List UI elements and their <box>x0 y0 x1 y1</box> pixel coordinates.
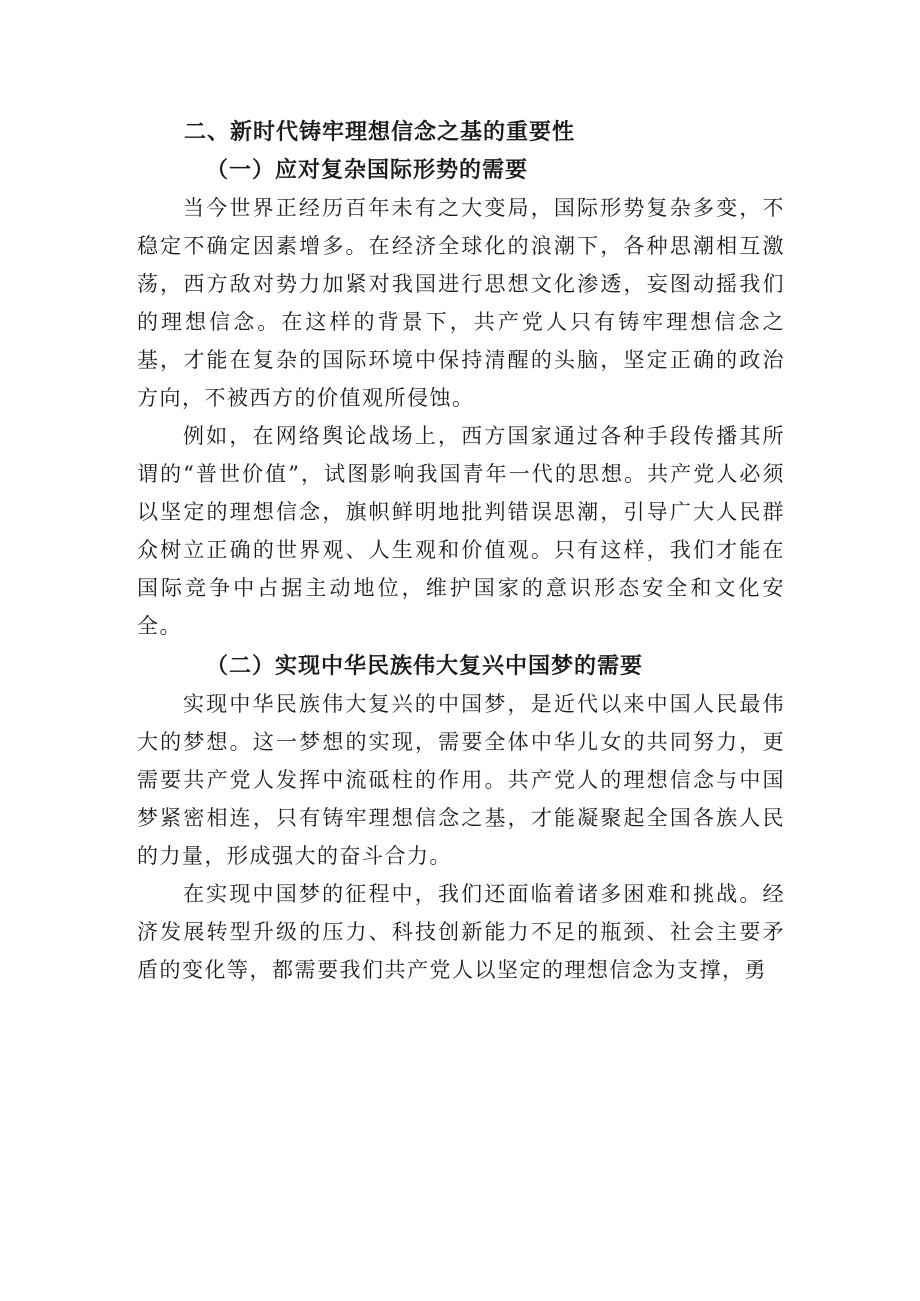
subsection-title-2: （二）实现中华民族伟大复兴中国梦的需要 <box>206 653 644 679</box>
section-title: 二、新时代铸牢理想信念之基的重要性 <box>184 119 576 145</box>
subsection-title-1: （一）应对复杂国际形势的需要 <box>206 157 529 183</box>
paragraph: 例如，在网络舆论战场上，西方国家通过各种手段传播其所谓的“普世价值”，试图影响我国青年一代的思想。共产党人必须以坚定的理想信念，旗帜鲜明地批判错误思潮，引导广大人民群众树立正确的世界观、人生观和价值观。只有这样，我们才能在国际竞争中占据主动地位，维护国家的意识形态安全和文化安全。 <box>137 424 785 638</box>
paragraph: 当今世界正经历百年未有之大变局，国际形势复杂多变，不稳定不确定因素增多。在经济全球化的浪潮下，各种思潮相互激荡，西方敌对势力加紧对我国进行思想文化渗透，妄图动摇我们的理想信念。在这样的背景下，共产党人只有铸牢理想信念之基，才能在复杂的国际环境中保持清醒的头脑，坚定正确的政治方向，不被西方的价值观所侵蚀。 <box>137 196 785 410</box>
paragraph: 实现中华民族伟大复兴的中国梦，是近代以来中国人民最伟大的梦想。这一梦想的实现，需要全体中华儿女的共同努力，更需要共产党人发挥中流砥柱的作用。共产党人的理想信念与中国梦紧密相连，只有铸牢理想信念之基，才能凝聚起全国各族人民的力量，形成强大的奋斗合力。 <box>137 692 785 868</box>
document-body <box>137 113 785 989</box>
paragraph: 在实现中国梦的征程中，我们还面临着诸多困难和挑战。经济发展转型升级的压力、科技创新能力不足的瓶颈、社会主要矛盾的变化等，都需要我们共产党人以坚定的理想信念为支撑，勇 <box>137 882 785 982</box>
